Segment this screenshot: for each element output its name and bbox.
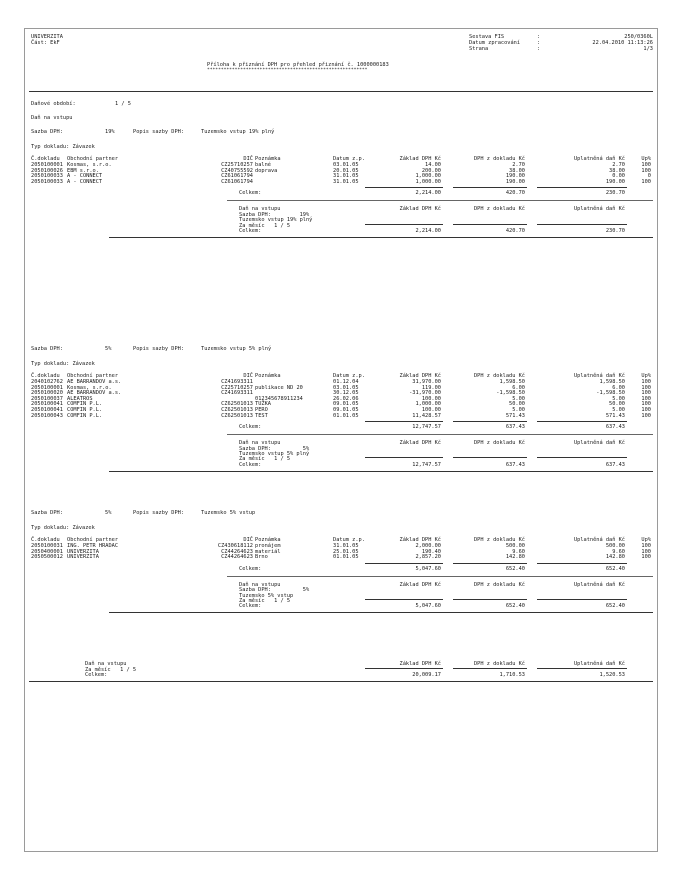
col-pct: Up%	[641, 156, 651, 162]
row-partner: Kosmas, s.r.o.	[67, 384, 112, 391]
rate-desc: Tuzemsko vstup 19% plný	[201, 129, 275, 135]
row-claimed: 1,598.50	[599, 379, 625, 385]
summary-total-label: Celkem:	[239, 603, 262, 610]
total-label: Celkem:	[239, 565, 262, 572]
row-base: 1,000.00	[415, 173, 441, 180]
summary-title: Daň na vstupu	[239, 440, 281, 447]
row-doc: 2050100037	[31, 395, 63, 402]
summary-rate: Sazba DPH: 5%	[239, 445, 310, 452]
rate-label: Sazba DPH:	[31, 510, 63, 516]
col-base: Základ DPH Kč	[399, 537, 441, 543]
row-claimed: 2.70	[612, 162, 625, 168]
summary-month: Za měsíc 1 / 5	[239, 222, 291, 229]
rate-value: 19%	[105, 129, 115, 135]
row-claimed: 50.00	[609, 401, 625, 408]
row-pct: 100	[641, 401, 651, 408]
report-page	[24, 28, 658, 852]
col-vat: DPH z dokladu Kč	[473, 156, 525, 162]
row-doc: 2050100001	[31, 162, 63, 168]
row-base: 2,000.00	[415, 543, 441, 549]
summary-col-claimed: Uplatněná daň Kč	[573, 581, 625, 588]
row-claimed: 142.80	[605, 554, 625, 561]
row-note: doprava	[255, 167, 278, 174]
row-dic: CZ41693311	[221, 390, 253, 397]
row-base: 200.00	[421, 167, 441, 174]
row-partner: AE BARRANDOV a.s.	[67, 390, 122, 397]
row-note: balné	[255, 162, 271, 168]
row-date: 30.12.05	[333, 390, 359, 397]
total-rule	[365, 421, 443, 422]
col-partner: Obchodní partner	[67, 156, 119, 162]
col-dic: DIČ	[243, 156, 253, 162]
row-partner: UNIVERZITA	[67, 554, 99, 561]
summary-base: 5,047.60	[415, 603, 441, 610]
row-partner: COMFIN P.L.	[67, 401, 103, 408]
doc-type: Typ dokladu: Závazek	[31, 144, 95, 150]
col-note: Poznámka	[255, 537, 281, 543]
row-date: 01.01.05	[333, 554, 359, 561]
summary-vat: 652.40	[505, 603, 525, 610]
row-dic: CZ62501013	[221, 401, 253, 408]
row-base: 1,000.00	[415, 178, 441, 185]
row-dic: CZ44264623	[221, 548, 253, 555]
row-partner: AE BARRANDOV a.s.	[67, 379, 122, 385]
row-note: PERO	[255, 407, 268, 413]
summary-base: 12,747.57	[412, 461, 441, 468]
col-date: Datum z.p.	[333, 156, 365, 162]
row-partner: A - CONNECT	[67, 173, 103, 180]
row-vat: 190.00	[505, 178, 525, 185]
summary-rule	[227, 200, 653, 201]
summary-total-rule	[537, 224, 627, 225]
rate-desc: Tuzemsko 5% vstup	[201, 510, 256, 516]
row-dic: CZ430618112	[217, 543, 253, 549]
row-date: 20.01.05	[333, 167, 359, 174]
total-rule	[537, 187, 627, 188]
header-rule	[29, 91, 653, 92]
row-vat: 50.00	[509, 401, 525, 408]
row-vat: 9.60	[512, 548, 525, 555]
row-pct: 100	[641, 167, 651, 174]
row-base: 100.00	[421, 407, 441, 413]
col-dic: DIČ	[243, 537, 253, 543]
grand-vat: 1,710.53	[499, 672, 525, 679]
row-vat: 5.00	[512, 395, 525, 402]
org-name: UNIVERZITA	[31, 34, 63, 40]
row-pct: 100	[641, 395, 651, 402]
summary-total-rule	[537, 599, 627, 600]
col-partner: Obchodní partner	[67, 537, 119, 543]
total-rule	[365, 187, 443, 188]
row-dic: CZ62501013	[221, 407, 253, 413]
row-doc: 2050100043	[31, 412, 63, 419]
total-rule	[453, 563, 527, 564]
row-date: 01.01.05	[333, 412, 359, 419]
row-vat: 190.00	[505, 173, 525, 180]
grand-col-base: Základ DPH Kč	[399, 661, 441, 667]
page-number: 1/3	[643, 46, 653, 52]
summary-claimed: 637.43	[605, 461, 625, 468]
total-rule	[537, 563, 627, 564]
summary-total-label: Celkem:	[239, 461, 262, 468]
summary-col-vat: DPH z dokladu Kč	[473, 206, 525, 213]
col-vat: DPH z dokladu Kč	[473, 373, 525, 379]
row-partner: Kosmas, s.r.o.	[67, 162, 112, 168]
row-dic: CZ61061794	[221, 178, 253, 185]
grand-month: Za měsíc 1 / 5	[85, 666, 137, 673]
row-date: 09.01.05	[333, 401, 359, 408]
row-date: 31.01.05	[333, 178, 359, 185]
col-doc: Č.dokladu	[31, 373, 60, 379]
row-claimed: 571.43	[605, 412, 625, 419]
tax-in-label: Daň na vstupu	[31, 115, 73, 121]
section-rule	[109, 237, 653, 238]
report-code: 250/0360L	[624, 34, 653, 40]
total-rule	[453, 421, 527, 422]
row-pct: 100	[641, 412, 651, 419]
row-note: materiál	[255, 548, 281, 555]
total-claimed: 652.40	[605, 565, 625, 572]
grand-rule	[365, 668, 443, 669]
row-pct: 100	[641, 178, 651, 185]
col-claimed: Uplatněná daň Kč	[573, 373, 625, 379]
grand-rule	[453, 668, 527, 669]
row-base: -31,970.00	[409, 390, 441, 397]
row-claimed: 9.60	[612, 548, 625, 555]
col-note: Poznámka	[255, 156, 281, 162]
row-doc: 2050100031	[31, 543, 63, 549]
row-claimed: 5.00	[612, 407, 625, 413]
col-doc: Č.dokladu	[31, 156, 60, 162]
col-doc: Č.dokladu	[31, 537, 60, 543]
row-vat: 1,598.50	[499, 379, 525, 385]
total-claimed: 230.70	[605, 190, 625, 197]
total-rule	[453, 187, 527, 188]
processed-label: Datum zpracování	[469, 40, 521, 46]
row-pct: 100	[641, 384, 651, 391]
grand-claimed: 1,520.53	[599, 672, 625, 679]
row-date: 03.01.05	[333, 162, 359, 168]
summary-desc: Tuzemsko vstup 19% plný	[239, 217, 313, 224]
row-base: 1,000.00	[415, 401, 441, 408]
row-vat: 2.70	[512, 162, 525, 168]
rate-value: 5%	[105, 510, 112, 516]
summary-rule	[227, 434, 653, 435]
doc-type: Typ dokladu: Závazek	[31, 361, 95, 367]
row-doc: 2050500012	[31, 554, 63, 561]
doc-type: Typ dokladu: Závazek	[31, 525, 95, 531]
title-underline: **********************************************************	[207, 68, 368, 73]
row-dic: CZ44264623	[221, 554, 253, 561]
summary-total-rule	[537, 457, 627, 458]
grand-total-label: Celkem:	[85, 672, 108, 679]
row-claimed: 0.00	[612, 173, 625, 180]
summary-col-vat: DPH z dokladu Kč	[473, 440, 525, 447]
summary-col-base: Základ DPH Kč	[399, 206, 441, 213]
row-vat: -1,598.50	[496, 390, 525, 397]
total-rule	[365, 563, 443, 564]
row-partner: COMFIN P.L.	[67, 407, 103, 413]
row-partner: UNIVERZITA	[67, 548, 99, 555]
row-pct: 100	[641, 548, 651, 555]
row-claimed: -1,598.50	[596, 390, 625, 397]
row-vat: 5.00	[512, 407, 525, 413]
row-date: 31.01.05	[333, 543, 359, 549]
rate-desc-label: Popis sazby DPH:	[133, 510, 185, 516]
summary-col-claimed: Uplatněná daň Kč	[573, 440, 625, 447]
summary-total-rule	[453, 599, 527, 600]
row-dic: CZ25710257	[221, 162, 253, 168]
row-base: 119.00	[421, 384, 441, 391]
row-vat: 571.43	[505, 412, 525, 419]
row-doc: 2040102762	[31, 379, 63, 385]
row-base: 14.00	[425, 162, 441, 168]
section-rule	[109, 612, 653, 613]
col-partner: Obchodní partner	[67, 373, 119, 379]
row-date: 31.01.05	[333, 173, 359, 180]
row-doc: 2050100041	[31, 407, 63, 413]
org-part: Část: EkF	[31, 40, 60, 46]
row-base: 100.00	[421, 395, 441, 402]
colon: :	[537, 40, 541, 46]
row-base: 190.40	[421, 548, 441, 555]
total-rule	[537, 421, 627, 422]
row-claimed: 5.00	[612, 395, 625, 402]
summary-claimed: 652.40	[605, 603, 625, 610]
col-claimed: Uplatněná daň Kč	[573, 537, 625, 543]
grand-rule	[537, 668, 627, 669]
row-note: 012345678911234	[255, 395, 303, 402]
row-doc: 2050100033	[31, 173, 63, 180]
summary-vat: 637.43	[505, 461, 525, 468]
row-pct: 100	[641, 543, 651, 549]
rate-desc: Tuzemsko vstup 5% plný	[201, 346, 272, 352]
summary-total-rule	[453, 224, 527, 225]
total-vat: 420.70	[505, 190, 525, 197]
row-doc: 2050100026	[31, 167, 63, 174]
summary-desc: Tuzemsko vstup 5% plný	[239, 451, 310, 457]
summary-col-vat: DPH z dokladu Kč	[473, 581, 525, 588]
row-doc: 2050100041	[31, 401, 63, 408]
total-claimed: 637.43	[605, 424, 625, 431]
grand-title: Daň na vstupu	[85, 661, 127, 667]
row-dic: CZ62501013	[221, 412, 253, 419]
col-base: Základ DPH Kč	[399, 373, 441, 379]
summary-col-base: Základ DPH Kč	[399, 581, 441, 588]
colon: :	[537, 34, 541, 40]
summary-month: Za měsíc 1 / 5	[239, 456, 291, 463]
total-base: 5,047.60	[415, 565, 441, 572]
processed-date: 22.04.2010 11:13:26	[592, 40, 653, 46]
total-base: 12,747.57	[412, 424, 441, 431]
rate-label: Sazba DPH:	[31, 129, 63, 135]
row-date: 25.01.05	[333, 548, 359, 555]
row-note: TUŽKA	[255, 401, 271, 408]
row-vat: 6.00	[512, 384, 525, 391]
summary-total-label: Celkem:	[239, 228, 262, 234]
row-note: TEST	[255, 412, 268, 419]
row-claimed: 190.00	[605, 178, 625, 185]
total-label: Celkem:	[239, 424, 262, 431]
section-rule	[109, 471, 653, 472]
summary-base: 2,214.00	[415, 228, 441, 234]
row-claimed: 38.00	[609, 167, 625, 174]
total-vat: 637.43	[505, 424, 525, 431]
row-pct: 100	[641, 162, 651, 168]
col-pct: Up%	[641, 373, 651, 379]
grand-col-claimed: Uplatněná daň Kč	[573, 661, 625, 667]
row-doc: 2050100020	[31, 390, 63, 397]
row-note: pronájem	[255, 543, 281, 549]
row-base: 31,970.00	[412, 379, 441, 385]
col-date: Datum z.p.	[333, 373, 365, 379]
row-base: 2,857.20	[415, 554, 441, 561]
summary-desc: Tuzemsko 5% vstup	[239, 592, 294, 599]
grand-col-vat: DPH z dokladu Kč	[473, 661, 525, 667]
row-pct: 100	[641, 407, 651, 413]
col-base: Základ DPH Kč	[399, 156, 441, 162]
col-dic: DIČ	[243, 373, 253, 379]
summary-rate: Sazba DPH: 5%	[239, 587, 310, 594]
report-title: Příloha k přiznání DPH pro přehled přiznání č. 1000000183	[207, 62, 389, 68]
period-value: 1 / 5	[115, 101, 131, 107]
row-claimed: 6.00	[612, 384, 625, 391]
row-doc: 2050100001	[31, 384, 63, 391]
summary-total-rule	[365, 457, 443, 458]
row-dic: CZ41693311	[221, 379, 253, 385]
row-claimed: 500.00	[605, 543, 625, 549]
row-partner: A - CONNECT	[67, 178, 103, 185]
row-date: 26.02.06	[333, 395, 359, 402]
row-dic: CZ40755592	[221, 167, 253, 174]
colon: :	[537, 46, 541, 52]
summary-title: Daň na vstupu	[239, 581, 281, 588]
row-doc: 2050400001	[31, 548, 63, 555]
grand-base: 20,009.17	[412, 672, 441, 679]
row-date: 03.01.05	[333, 384, 359, 391]
summary-total-rule	[453, 457, 527, 458]
summary-title: Daň na vstupu	[239, 206, 281, 213]
page-label: Strana	[469, 46, 489, 52]
row-partner: EBM s.r.o.	[67, 167, 99, 174]
total-label: Celkem:	[239, 190, 262, 197]
summary-rule	[227, 576, 653, 577]
row-vat: 142.80	[505, 554, 525, 561]
summary-total-rule	[365, 599, 443, 600]
col-note: Poznámka	[255, 373, 281, 379]
col-claimed: Uplatněná daň Kč	[573, 156, 625, 162]
row-partner: ING. PETR HRADAC	[67, 543, 119, 549]
rate-desc-label: Popis sazby DPH:	[133, 129, 185, 135]
summary-col-claimed: Uplatněná daň Kč	[573, 206, 625, 213]
rate-label: Sazba DPH:	[31, 346, 63, 352]
row-pct: 100	[641, 379, 651, 385]
summary-claimed: 230.70	[605, 228, 625, 234]
summary-total-rule	[365, 224, 443, 225]
report-label: Sestava FIS	[469, 34, 505, 40]
row-dic: CZ61061794	[221, 173, 253, 180]
row-partner: ALEATROS	[67, 395, 93, 402]
summary-rate: Sazba DPH: 19%	[239, 211, 310, 218]
rate-desc-label: Popis sazby DPH:	[133, 346, 185, 352]
col-pct: Up%	[641, 537, 651, 543]
row-base: 11,428.57	[412, 412, 441, 419]
footer-rule	[29, 681, 653, 682]
row-pct: 100	[641, 390, 651, 397]
summary-vat: 420.70	[505, 228, 525, 234]
row-dic: CZ25710257	[221, 384, 253, 391]
total-base: 2,214.00	[415, 190, 441, 197]
row-date: 09.01.05	[333, 407, 359, 413]
row-vat: 500.00	[505, 543, 525, 549]
row-doc: 2050100033	[31, 178, 63, 185]
row-partner: COMFIN P.L.	[67, 412, 103, 419]
row-note: Brno	[255, 554, 268, 561]
summary-month: Za měsíc 1 / 5	[239, 598, 291, 604]
total-vat: 652.40	[505, 565, 525, 572]
row-vat: 38.00	[509, 167, 525, 174]
col-date: Datum z.p.	[333, 537, 365, 543]
period-label: Daňové období:	[31, 101, 76, 107]
row-date: 01.12.04	[333, 379, 359, 385]
row-pct: 100	[641, 554, 651, 561]
row-note: publikace ND 20	[255, 384, 303, 391]
col-vat: DPH z dokladu Kč	[473, 537, 525, 543]
row-pct: 0	[647, 173, 651, 180]
summary-col-base: Základ DPH Kč	[399, 440, 441, 447]
rate-value: 5%	[105, 346, 112, 352]
